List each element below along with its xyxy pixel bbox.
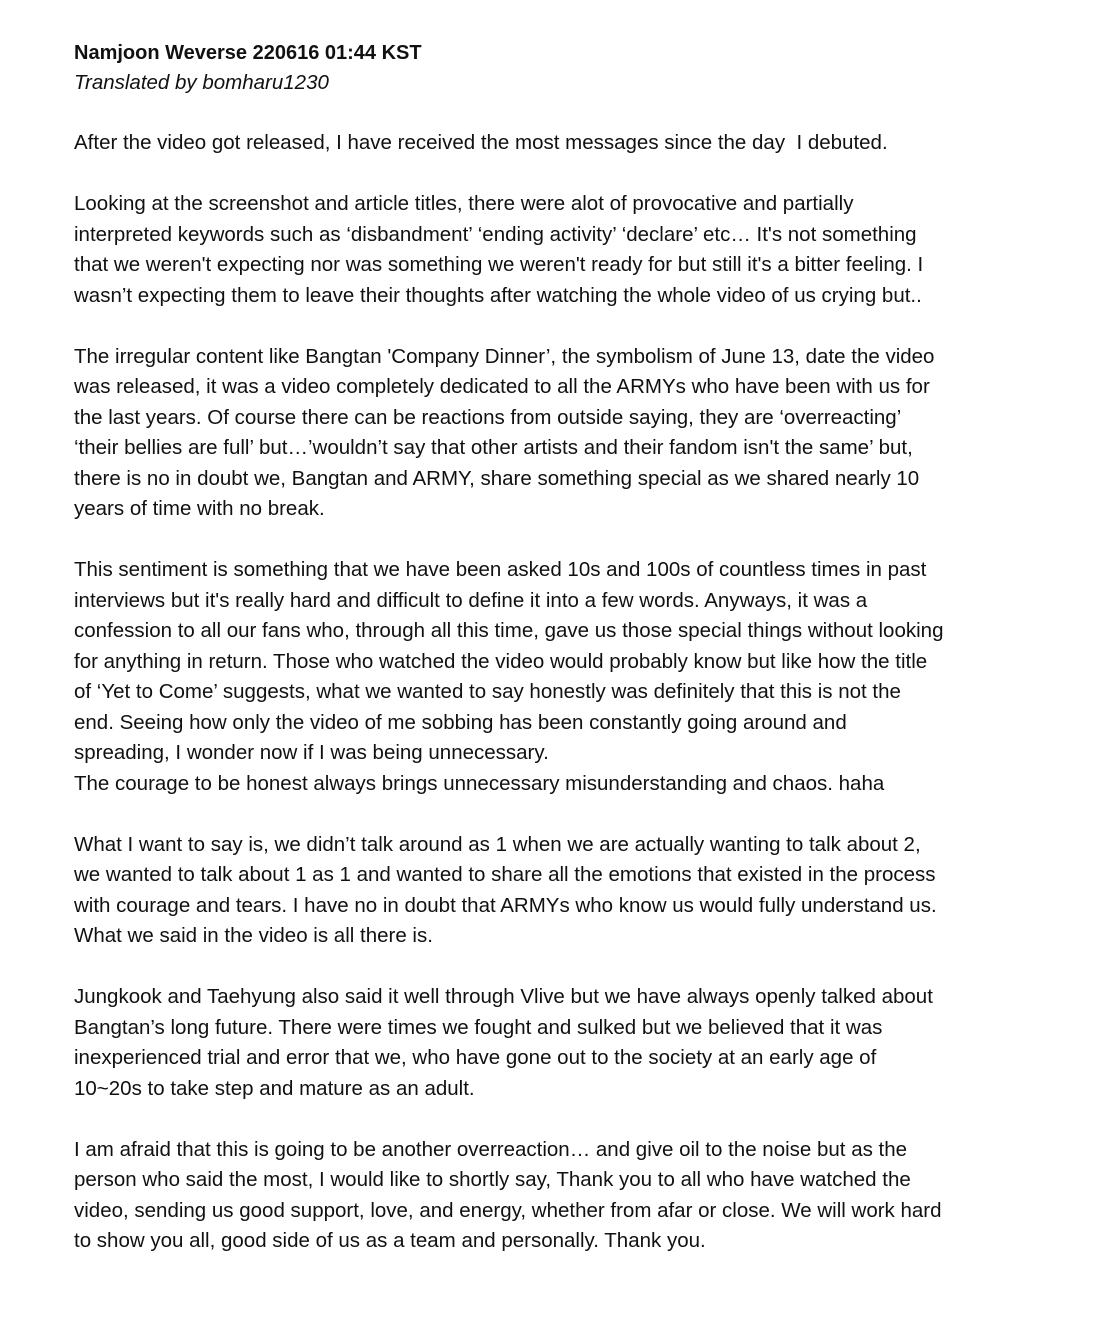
paragraph-line: This sentiment is something that we have been asked 10s and 100s of countless times in past (74, 558, 927, 581)
paragraph-line: What we said in the video is all there is. (74, 924, 433, 947)
document (74, 38, 1074, 1287)
paragraph (74, 128, 1074, 159)
paragraph-line: that we weren't expecting nor was something we weren't ready for but still it's a bitter feeling. I (74, 253, 924, 276)
paragraph-line: there is no in doubt we, Bangtan and ARMY, share something special as we shared nearly 10 (74, 466, 920, 490)
paragraph (74, 189, 1074, 311)
paragraph-line: video, sending us good support, love, and energy, whether from afar or close. We will work hard (74, 1198, 942, 1222)
paragraph-line: was released, it was a video completely dedicated to all the ARMYs who have been with us for (74, 375, 930, 398)
paragraph-line: interpreted keywords such as ‘disbandment’ ‘ending activity’ ‘declare’ etc… It's not something (74, 222, 917, 246)
paragraph-line: The irregular content like Bangtan 'Company Dinner’, the symbolism of June 13, date the video (74, 344, 935, 368)
paragraph (74, 342, 1074, 525)
paragraph (74, 830, 1074, 952)
paragraph-line: Jungkook and Taehyung also said it well through Vlive but we have always openly talked about (74, 985, 933, 1008)
paragraph-line: wasn’t expecting them to leave their thoughts after watching the whole video of us crying but.. (74, 283, 922, 307)
paragraph (74, 982, 1074, 1104)
paragraph (74, 1135, 1074, 1257)
paragraph-line: spreading, I wonder now if I was being unnecessary. (74, 741, 549, 764)
paragraph-line: to show you all, good side of us as a team and personally. Thank you. (74, 1229, 706, 1252)
paragraph-line: confession to all our fans who, through all this time, gave us those special things without looking (74, 619, 944, 642)
paragraph-line: for anything in return. Those who watched the video would probably know but like how the title (74, 649, 928, 673)
paragraph-line: of ‘Yet to Come’ suggests, what we wanted to say honestly was definitely that this is not the (74, 680, 901, 703)
paragraph-line: Looking at the screenshot and article titles, there were alot of provocative and partially (74, 192, 854, 215)
paragraph-line: Bangtan’s long future. There were times we fought and sulked but we believed that it was (74, 1015, 883, 1039)
paragraph-line: The courage to be honest always brings unnecessary misunderstanding and chaos. haha (74, 771, 885, 795)
paragraph (74, 555, 1074, 799)
paragraph-line: person who said the most, I would like to shortly say, Thank you to all who have watched the (74, 1168, 911, 1191)
paragraph-line: inexperienced trial and error that we, who have gone out to the society at an early age of (74, 1046, 877, 1069)
document-body (74, 128, 1074, 1257)
paragraph-line: end. Seeing how only the video of me sobbing has been constantly going around and (74, 710, 847, 734)
paragraph-line: I am afraid that this is going to be another overreaction… and give oil to the noise but as the (74, 1137, 908, 1161)
document-title: Namjoon Weverse 220616 01:44 KST (74, 42, 422, 64)
paragraph-line: the last years. Of course there can be reactions from outside saying, they are ‘overreacting’ (74, 405, 902, 429)
paragraph-line: What I want to say is, we didn’t talk around as 1 when we are actually wanting to talk about 2, (74, 832, 921, 856)
paragraph-line: interviews but it's really hard and difficult to define it into a few words. Anyways, it was a (74, 588, 868, 612)
paragraph-line: with courage and tears. I have no in doubt that ARMYs who know us would fully understand us. (74, 893, 937, 917)
paragraph-line: we wanted to talk about 1 as 1 and wanted to share all the emotions that existed in the process (74, 863, 936, 886)
paragraph-line: After the video got released, I have received the most messages since the day I debuted. (74, 131, 888, 154)
paragraph-line: ‘their bellies are full’ but…’wouldn’t say that other artists and their fandom isn't the same’ but, (74, 436, 913, 459)
document-header (74, 38, 1074, 98)
translator-credit: Translated by bomharu1230 (74, 71, 329, 94)
paragraph-line: years of time with no break. (74, 497, 325, 520)
paragraph-line: 10~20s to take step and mature as an adult. (74, 1076, 475, 1100)
